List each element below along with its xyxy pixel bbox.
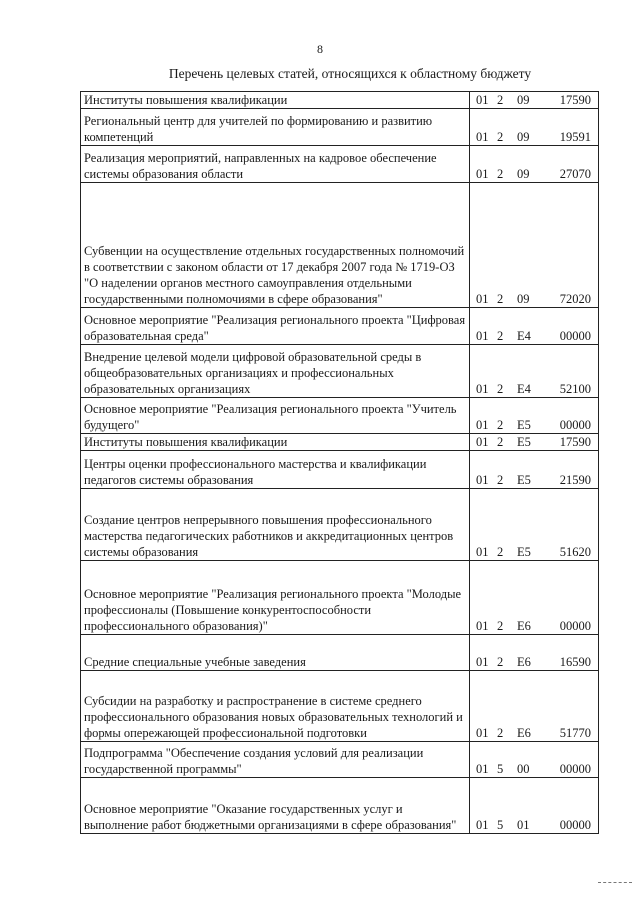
code-subprogram: 2 [497,292,504,306]
code-direction: 51770 [559,726,591,740]
article-name: Субсидии на разработку и распространение в системе среднего профессионального образования новых образовательных технологий и формы опережающей профессиональной подготовки [81,671,470,742]
code-subprogram: 2 [497,167,504,181]
code-program: 01 [476,130,489,144]
code-event: E4 [517,329,531,343]
table-row [81,109,599,146]
code-program: 01 [476,655,489,669]
article-name: Институты повышения квалификации [81,92,470,109]
document-title: Перечень целевых статей, относящихся к областному бюджету [168,66,532,81]
code-event: E5 [517,545,531,559]
article-code [470,345,599,398]
table-row [81,635,599,671]
article-name: Основное мероприятие "Реализация регионального проекта "Молодые профессионалы (Повышение конкурентоспособности профессионального образования)" [81,561,470,635]
table-row [81,183,599,308]
scan-artifact-line [598,882,632,883]
page-number: 8 [317,42,323,56]
code-event: 09 [517,93,530,107]
article-code [470,308,599,345]
article-name: Подпрограмма "Обеспечение создания условий для реализации государственной программы" [81,742,470,778]
code-direction: 00000 [559,418,591,432]
article-name: Институты повышения квалификации [81,434,470,451]
code-program: 01 [476,619,489,633]
article-code [470,742,599,778]
code-direction: 27070 [559,167,591,181]
code-direction: 16590 [559,655,591,669]
code-direction: 17590 [559,93,591,107]
article-code [470,778,599,834]
code-event: E6 [517,619,531,633]
code-program: 01 [476,418,489,432]
code-program: 01 [476,435,489,449]
article-code [470,451,599,489]
code-event: 09 [517,167,530,181]
code-direction: 00000 [559,762,591,776]
table-row [81,451,599,489]
code-program: 01 [476,473,489,487]
code-subprogram: 2 [497,130,504,144]
table-row [81,398,599,434]
code-subprogram: 2 [497,418,504,432]
article-code [470,434,599,451]
article-code [470,109,599,146]
code-direction: 51620 [559,545,591,559]
article-name: Центры оценки профессионального мастерства и квалификации педагогов системы образования [81,451,470,489]
code-event: E5 [517,435,531,449]
code-event: E5 [517,473,531,487]
code-program: 01 [476,329,489,343]
table-row [81,92,599,109]
article-name: Средние специальные учебные заведения [81,635,470,671]
code-direction: 17590 [559,435,591,449]
article-name: Основное мероприятие "Реализация регионального проекта "Учитель будущего" [81,398,470,434]
article-code [470,561,599,635]
code-program: 01 [476,292,489,306]
table-row [81,146,599,183]
code-direction: 72020 [559,292,591,306]
code-program: 01 [476,382,489,396]
article-code [470,489,599,561]
code-subprogram: 5 [497,818,504,832]
article-name: Создание центров непрерывного повышения профессионального мастерства педагогических работников и аккредитационных центров системы образования [81,489,470,561]
target-articles-table [80,91,599,834]
article-name: Внедрение целевой модели цифровой образовательной среды в общеобразовательных организациях и профессиональных образовательных организациях [81,345,470,398]
article-code [470,635,599,671]
code-program: 01 [476,762,489,776]
article-code [470,671,599,742]
article-name: Основное мероприятие "Реализация регионального проекта "Цифровая образовательная среда" [81,308,470,345]
code-subprogram: 2 [497,382,504,396]
code-event: 01 [517,818,530,832]
article-name: Региональный центр для учителей по формированию и развитию компетенций [81,109,470,146]
code-subprogram: 2 [497,545,504,559]
code-subprogram: 2 [497,473,504,487]
code-program: 01 [476,545,489,559]
code-subprogram: 2 [497,329,504,343]
article-name: Основное мероприятие "Оказание государственных услуг и выполнение работ бюджетными организациями в сфере образования" [81,778,470,834]
code-subprogram: 2 [497,726,504,740]
code-direction: 00000 [559,329,591,343]
article-name: Реализация мероприятий, направленных на кадровое обеспечение системы образования области [81,146,470,183]
table-row [81,742,599,778]
article-code [470,146,599,183]
article-code [470,92,599,109]
code-subprogram: 5 [497,762,504,776]
table-row [81,778,599,834]
code-event: 00 [517,762,530,776]
code-direction: 00000 [559,619,591,633]
article-name: Субвенции на осуществление отдельных государственных полномочий в соответствии с законом области от 17 декабря 2007 года № 1719-ОЗ "О наделении органов местного самоуправления отдельными государственными полномочиями в сфере образования" [81,183,470,308]
article-code [470,398,599,434]
code-subprogram: 2 [497,619,504,633]
table-body [81,92,599,834]
code-subprogram: 2 [497,93,504,107]
table-row [81,561,599,635]
code-direction: 52100 [559,382,591,396]
table-row [81,434,599,451]
code-event: E6 [517,655,531,669]
code-event: E4 [517,382,531,396]
code-direction: 21590 [559,473,591,487]
code-program: 01 [476,726,489,740]
code-event: 09 [517,292,530,306]
article-code [470,183,599,308]
table-row [81,345,599,398]
code-direction: 19591 [559,130,591,144]
code-direction: 00000 [559,818,591,832]
code-program: 01 [476,818,489,832]
code-subprogram: 2 [497,435,504,449]
table-row [81,489,599,561]
code-event: E5 [517,418,531,432]
code-program: 01 [476,167,489,181]
code-event: E6 [517,726,531,740]
code-subprogram: 2 [497,655,504,669]
code-program: 01 [476,93,489,107]
code-event: 09 [517,130,530,144]
table-row [81,308,599,345]
table-row [81,671,599,742]
